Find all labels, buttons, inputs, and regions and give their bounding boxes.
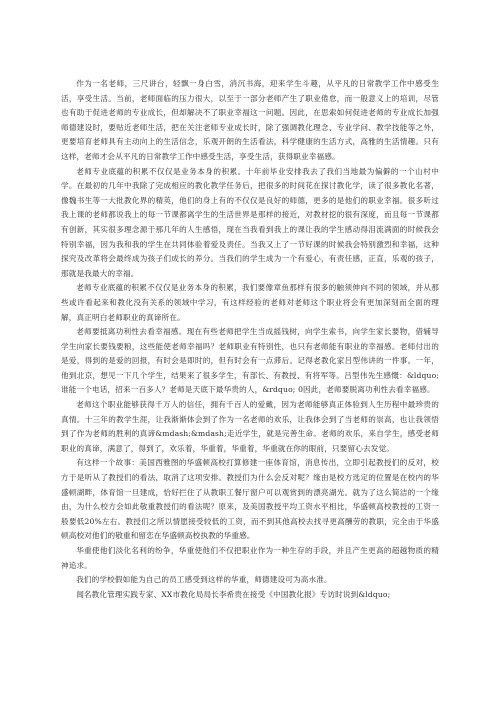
paragraph-7: 华重使他们淡化名利的纷争，华重使他们不仅把职业作为一种生存的手段，并且产生更高的超越物质的精神追求。 xyxy=(61,546,439,570)
paragraph-9: 闻名教化管理实践专家、XX市教化局局长李希贵在接受《中国教化报》专访时说到&ldquo; xyxy=(76,589,391,599)
paragraph-1: 作为一名老师，三尺讲台，轻飘一身白雪，消沉书海，迎来学生斗趣，从平凡的日常教学工作中感受生活，享受生活。当前，老师面临的压力很大，以至于一部分老师产生了职业倦怠，而一般意义上的培训，尽管也有助于促进老师的专业成长，但却解决不了职业幸福这一问题。因此，在思索如何促进老师的专业成长加强师德建设时，要贴近老师生活，把在关注老师专业成长时，除了强调教化理念、专业学问、教学技能等之外，更要培育老师具有主动向上的生活信念，乐观开朗的生活看法，科学健康的生活方式，高雅的生活情趣。只有这样，老师才会从平凡的日常教学工作中感受生活，享受生活，获得职业幸福感。 xyxy=(61,79,439,161)
paragraph-3: 老师专业底蕴的积累不仅仅是业务本身的积累，我们要像章鱼那样有很多的触须伸向不同的领域，并从那些或许看起来和教化没有关系的领域中学习，有这样经验的老师对老师这个职业将会有更加深刻而全面的理解，真正明白老师职业的真谛所在。 xyxy=(61,283,439,322)
paragraph-4: 老师要抵离功利性去看幸福感。现在有些老师把学生当成摇钱树，向学生索书，向学生家长要物，借辅导学生向家长要钱要粮，这些能使老师幸福吗？老师职业有特别性，也只有老师能有职业的幸福感。老师付出的是爱，得到的是爱的回报，有时会是即时的，但有时会有一点滞后。记得老教化家吕型伟讲的一件事。一年，他到北京，想见一下几个学生，结果来了很多学生，有部长、有教授、有将军等。吕型伟先生感慨：&ldquo;谁能一个电话，招来一百多人？老师是天底下最华贵的人，&rdquo; 0因此，老师要脱离功利性去看幸福感。 xyxy=(61,327,439,395)
paragraph-5: 老师这个职业能够获得千万人的信任，拥有千百人的爱戴，因为老师能够真正体验到人生历程中最珍贵的真情。十三年的教学生涯，让我渐渐体会到了作为一名老师的欢乐，让我体会到了当老师的崇高，也让我领悟到了作为老师的胜利的真谛&mdash;&mdash;走近学生，就是完善生命。老师的欢乐，来自学生，感受老师职业的真谛，满意了，得到了，欢乐着，华重着，华重着，华重就在你的眼前，只要留心去发觉。 xyxy=(61,400,439,453)
paragraph-8: 我们的学校假如能为自己的员工感受到这样的华重，师德建设可为高水准。 xyxy=(76,575,332,585)
paragraph-6: 有这样一个故事：美国西雅图的华盛顿高校打算修建一座体育馆，消息传出，立即引起教授们的反对，校方于是听从了教授们的看法，取消了这项安排。教授们为什么会反对呢？缘由是校方选定的位置是在校内的华盛顿湖畔，体育馆一旦建成，恰好拦住了从教职工餐厅窗户可以观赏到的漂亮湖光。就为了这么简洁的一个缘由，为什么校方会如此敬重教授们的看法呢？原来，及美国教授平均工资水平相比，华盛顿高校教授的工资一般要低20%左右。教授们之所以情愿接受较低的工资，而不到其他高校去找寻更高酬劳的教职，完全由于华盛顿高校对他们的敬重和留恋在华盛顿高校执教的华重感。 xyxy=(61,458,439,541)
paragraph-2: 老师专业底蕴的积累不仅仅是业务本身的积累。十年前毕业安排我去了我们当地最为偏僻的一个山村中学。在最初的几年中我除了完成相应的教化教学任务后，把很多的时间花在探讨教化学，读了很多教化名著，像魏书生等一大批教化界的精英，他们的身上有的不仅仅是良好的师德，更多的是他们的职业幸福。很多听过我上课的老师都说我上的每一节课都离学生的生活世界是那样的接近，对教材挖的很有深度，而且每一节课都有创新，其实很多理念源于那几年的人生感悟，现在当我看到我上的课让我的学生感动得泪流满面的时候我会特别幸福，因为我和我的学生在共同体验着爱及责任。当我又上了一节好课的时候我会特别激烈和幸福，这种探究及改革将会最终成为孩子们成长的养分。当我们的学生成为一个有爱心，有责任感，正直，乐观的孩子，那就是我最大的幸福。 xyxy=(61,166,439,278)
